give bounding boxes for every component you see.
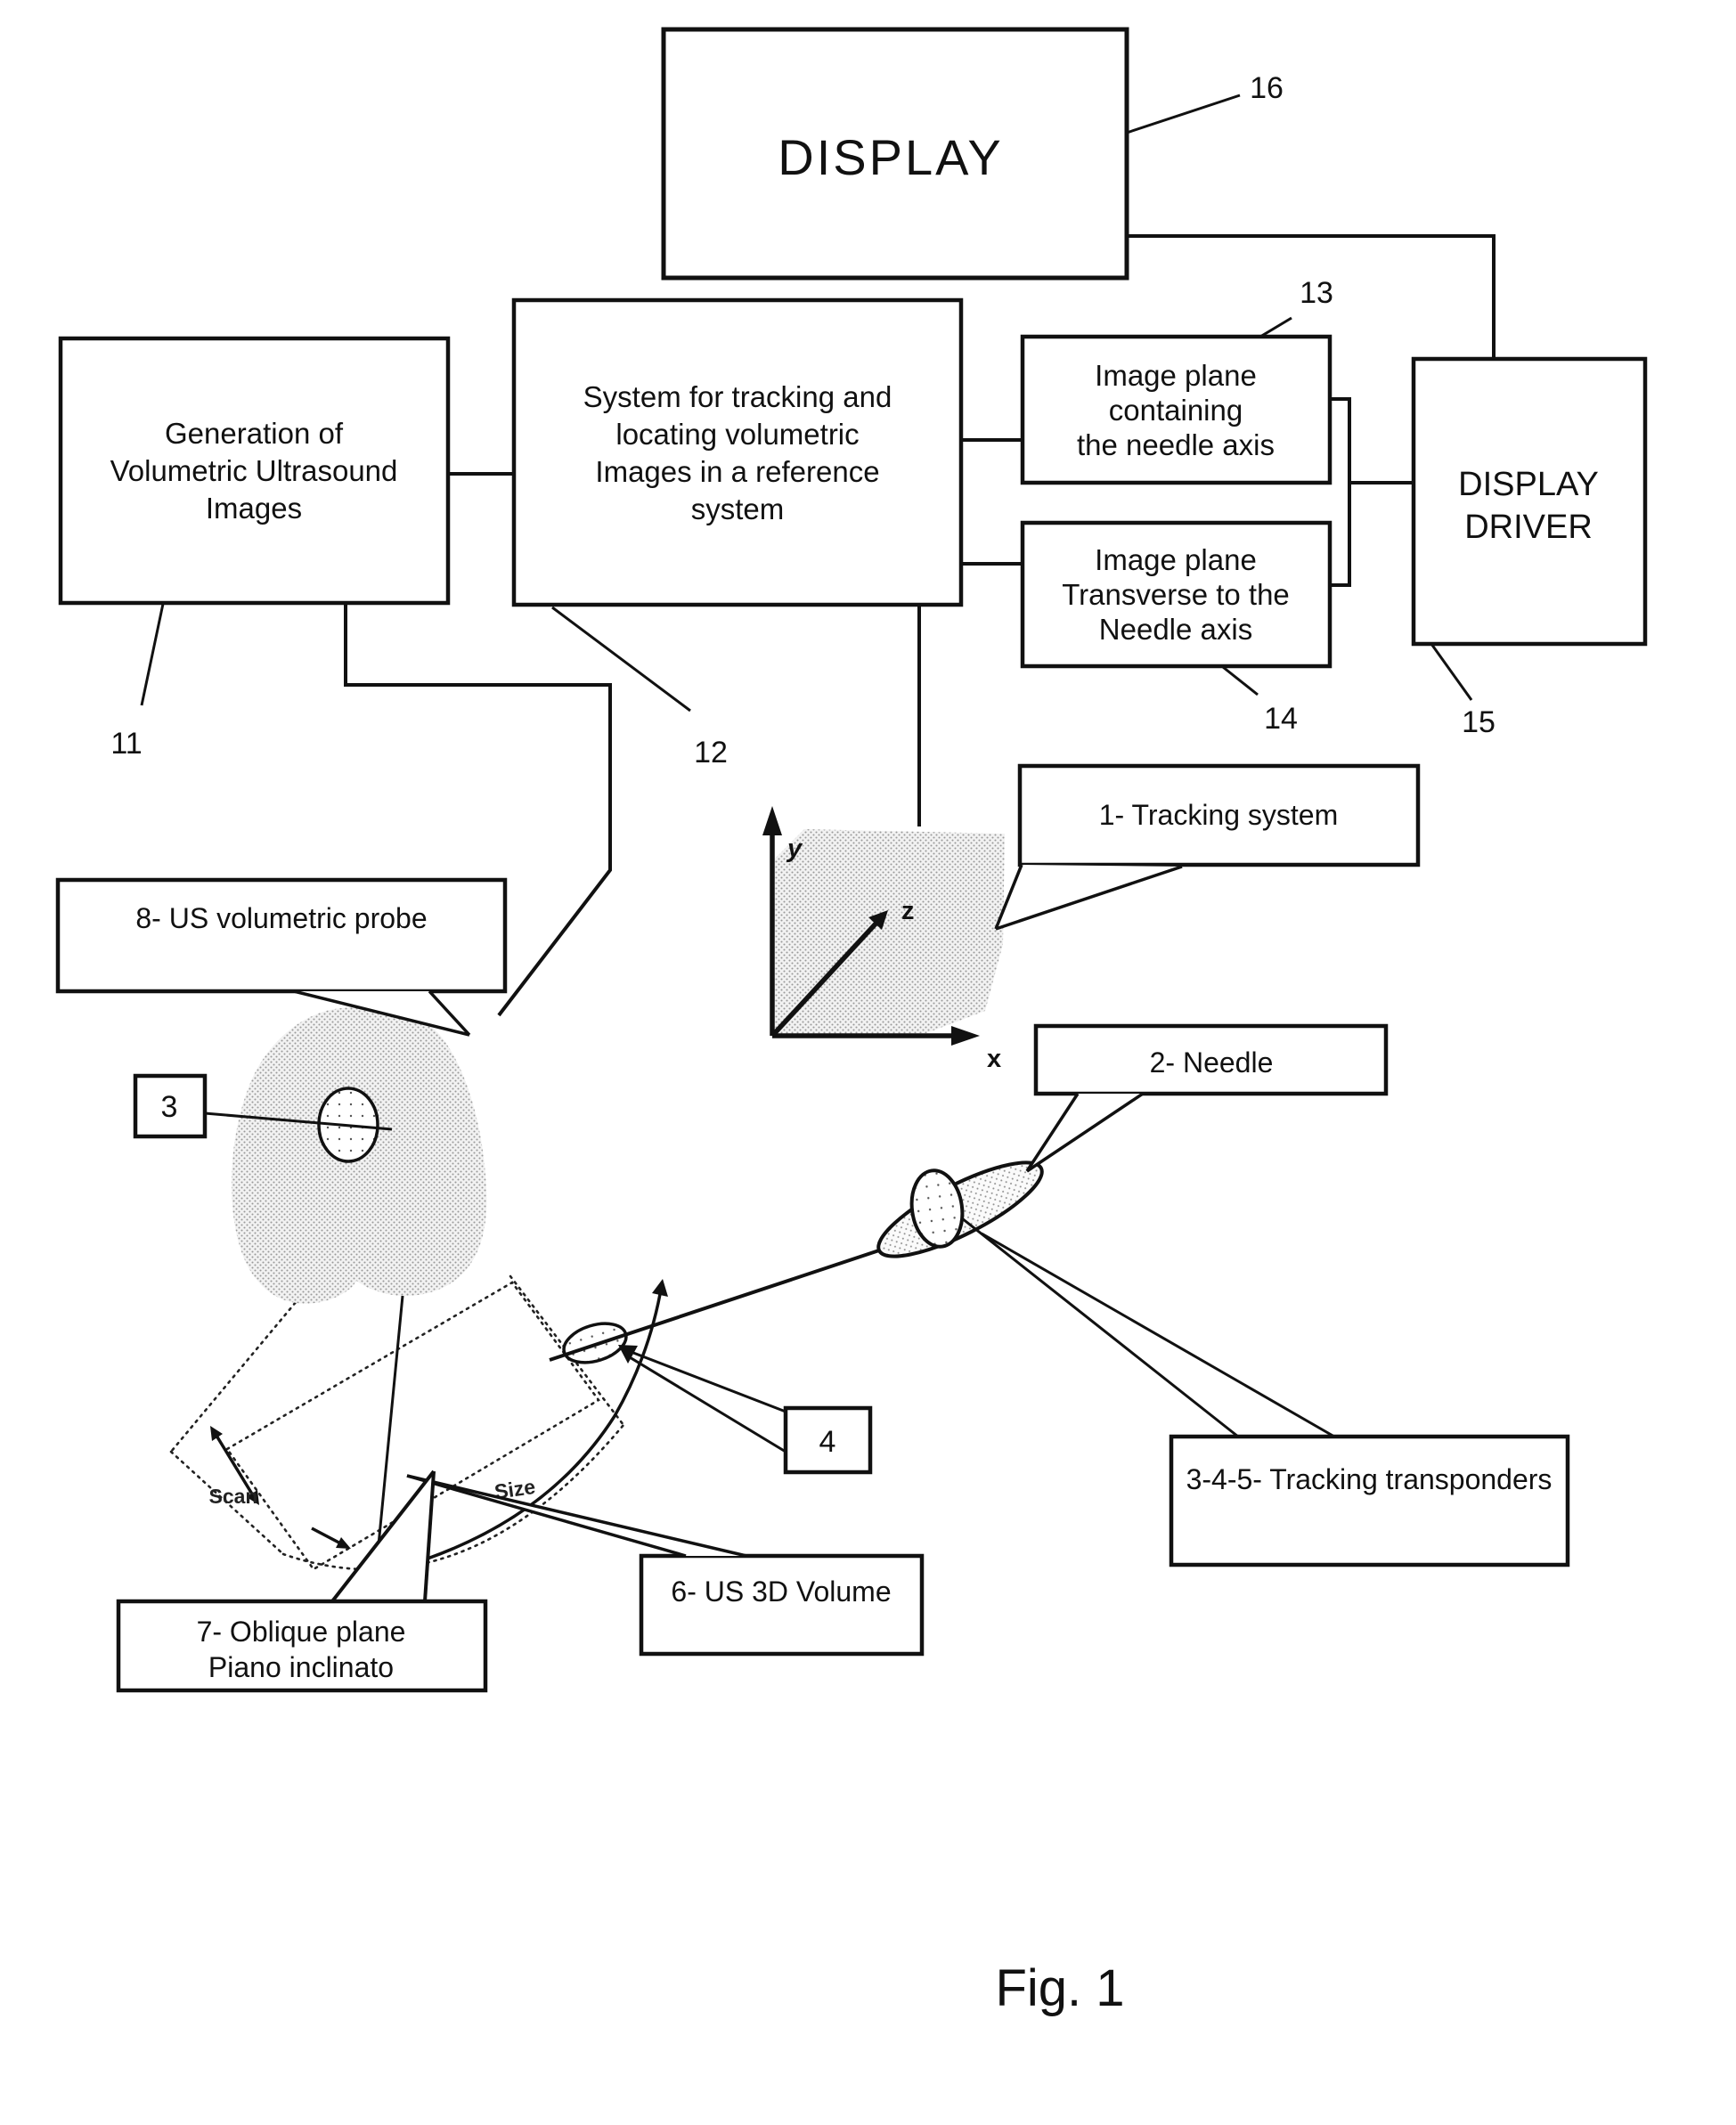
scan-label: Scan <box>208 1485 258 1508</box>
ref-11: 11 <box>110 727 143 761</box>
callout-tracking-system <box>996 766 1418 929</box>
callout-needle <box>1027 1026 1386 1171</box>
flow-boxes <box>61 29 1645 666</box>
generation-line-2: Volumetric Ultrasound <box>110 454 398 487</box>
leader-345-to-needle-b <box>982 1233 1334 1437</box>
needle-assembly <box>550 1146 1053 1370</box>
leader-12 <box>552 607 690 711</box>
x-axis-label: x <box>987 1045 1002 1073</box>
z-axis-label: z <box>901 897 915 925</box>
figure-caption: Fig. 1 <box>995 1959 1125 2017</box>
tracking-locating-line-2: locating volumetric <box>615 418 860 451</box>
ref-15: 15 <box>1462 705 1496 739</box>
reference-cube-volume <box>772 829 1005 1036</box>
ref-14: 14 <box>1264 702 1298 736</box>
leader-345-to-needle-a <box>962 1218 1238 1437</box>
bracket-planes <box>1330 399 1349 585</box>
generation-line-3: Images <box>205 492 303 525</box>
y-axis-arrowhead <box>762 806 782 835</box>
plane-transverse-line-3: Needle axis <box>1098 613 1253 646</box>
callout-8-label: 8- US volumetric probe <box>135 902 428 934</box>
tracking-locating-line-1: System for tracking and <box>583 380 892 413</box>
callout-transponder-3 <box>135 1076 205 1136</box>
callout-345-label: 3-4-5- Tracking transponders <box>1186 1463 1553 1495</box>
generation-line-1: Generation of <box>165 417 343 450</box>
leader-4-upper <box>629 1351 786 1412</box>
ref-13: 13 <box>1300 276 1333 310</box>
callout-3-label: 3 <box>160 1090 178 1124</box>
plane-transverse-line-1: Image plane <box>1095 543 1257 576</box>
x-axis-arrowhead <box>951 1026 980 1046</box>
plane-containing-line-1: Image plane <box>1095 359 1257 392</box>
leader-16 <box>1124 95 1240 134</box>
tracking-locating-box <box>514 300 961 605</box>
tracking-locating-line-3: Images in a reference <box>595 455 880 488</box>
leader-11 <box>142 604 163 705</box>
callout-7-line-2: Piano inclinato <box>208 1651 395 1683</box>
leader-14 <box>1223 667 1258 695</box>
display-box-label: DISPLAY <box>778 129 1004 185</box>
callout-2-label: 2- Needle <box>1149 1046 1274 1079</box>
leader-15 <box>1431 644 1471 700</box>
callout-tracking-transponders <box>1171 1437 1568 1565</box>
callout-4-label: 4 <box>819 1425 836 1459</box>
callout-6-label: 6- US 3D Volume <box>671 1575 892 1608</box>
tracking-locating-line-4: system <box>690 493 785 525</box>
tracking-reference-cube <box>762 806 1005 1073</box>
scan-annotation <box>209 1426 351 1549</box>
plane-containing-line-2: containing <box>1108 394 1243 427</box>
callout-7-line-1: 7- Oblique plane <box>196 1616 406 1648</box>
size-label: Size <box>493 1474 537 1504</box>
callout-us-volumetric-probe <box>58 880 505 1035</box>
callout-oblique-plane <box>118 1471 485 1690</box>
ref-12: 12 <box>694 736 728 769</box>
callout-transponder-4 <box>786 1408 870 1472</box>
display-driver-line-2: DRIVER <box>1464 509 1593 546</box>
ref-16: 16 <box>1250 71 1284 105</box>
plane-containing-line-3: the needle axis <box>1077 428 1275 461</box>
callout-1-label: 1- Tracking system <box>1098 799 1339 831</box>
size-arrowhead <box>652 1279 668 1297</box>
y-axis-label: y <box>787 835 803 863</box>
needle-axis-line <box>550 1245 895 1360</box>
scan-arrowhead-up <box>210 1426 223 1441</box>
plane-transverse-line-2: Transverse to the <box>1062 578 1290 611</box>
display-driver-line-1: DISPLAY <box>1458 466 1599 503</box>
